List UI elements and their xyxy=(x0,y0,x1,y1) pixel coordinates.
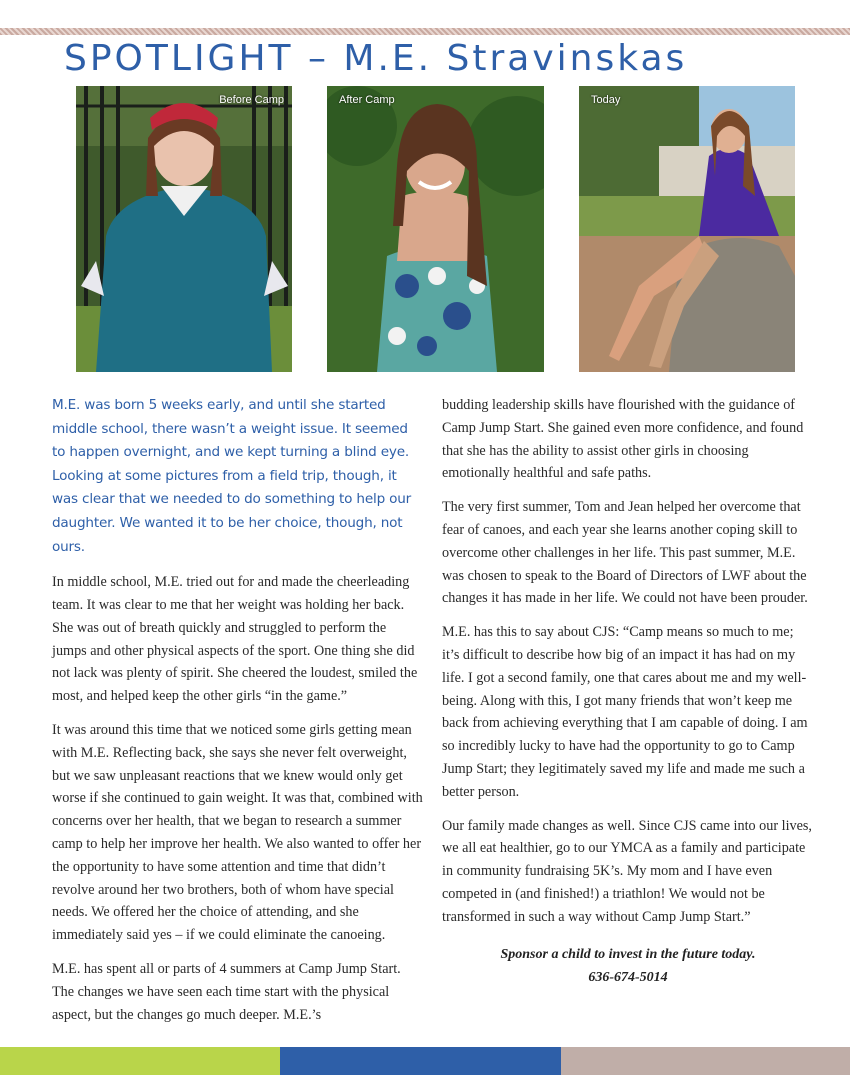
footer-bar-blue xyxy=(280,1047,561,1075)
body-paragraph: budding leadership skills have flourished with the guidance of Camp Jump Start. She gained even more confidence, and found that she has the ability to assist other girls in choosing emotionally healthful and safe paths. xyxy=(442,397,804,482)
article-column-left xyxy=(52,394,424,1037)
body-paragraph: The very first summer, Tom and Jean helped her overcome that fear of canoes, and each year she learns another coping skill to overcome other challenges in her life. This past summer, M.E. was chosen to speak to the Board of Directors of LWF about the changes it has made in her life. We could not have been prouder. xyxy=(442,499,808,607)
photo-today xyxy=(579,86,795,372)
article-column-right xyxy=(442,394,814,989)
body-paragraph: Our family made changes as well. Since CJS came into our lives, we all eat healthier, go to our YMCA as a family and participate in community fundraising 5K’s. My mom and I have even competed in (and finished!) a triathlon! We would not be transformed in such a way without Camp Jump Start.” xyxy=(442,817,812,925)
photo-label-after: After Camp xyxy=(339,94,395,106)
top-decorative-stripe xyxy=(0,28,850,35)
body-paragraph: M.E. has spent all or parts of 4 summers at Camp Jump Start. The changes we have seen each time start with the physical aspect, but the changes go much deeper. M.E.’s xyxy=(52,960,401,1023)
sponsor-callout xyxy=(442,943,814,989)
photo-label-today: Today xyxy=(591,94,621,106)
photo-before-camp xyxy=(76,86,292,372)
body-paragraph: In middle school, M.E. tried out for and made the cheerleading team. It was clear to me that her weight was holding her back. She was out of breath quickly and struggled to perform the jumps and other physical aspects of the sport. One thing she did not lack was plenty of spirit. She cheered the loudest, smiled the most, and helped keep the other girls “in the game.” xyxy=(52,574,418,705)
sponsor-line: Sponsor a child to invest in the future today. xyxy=(500,946,756,962)
page-title: SPOTLIGHT – M.E. Stravinskas xyxy=(64,38,688,79)
body-paragraph: M.E. has this to say about CJS: “Camp means so much to me; it’s difficult to describe how big of an impact it has had on my life. I got a second family, one that cares about me and my well-being. Along with this, I got many friends that won’t keep me back from achieving everything that I am capable of doing. I am so incredibly lucky to have had the opportunity to go to Camp Jump Start; they legitimately saved my life and made me such a better person. xyxy=(442,624,808,800)
footer-bar-green xyxy=(0,1047,280,1075)
body-paragraph: It was around this time that we noticed some girls getting mean with M.E. Reflecting back, she says she never felt overweight, but we saw unpleasant reactions that we knew would only get worse if she continued to gain weight. It was that, combined with concerns over her health, that we began to research a summer camp to help her improve her health. We also wanted to offer her the opportunity to have some attention and time that didn’t revolve around her two brothers, both of whom have special needs. We offered her the choice of attending, and she immediately said yes – if we could eliminate the canoeing. xyxy=(52,721,423,944)
sponsor-phone: 636-674-5014 xyxy=(588,969,668,985)
photo-after-camp xyxy=(327,86,544,372)
intro-paragraph: M.E. was born 5 weeks early, and until she started middle school, there wasn’t a weight issue. It seemed to happen overnight, and we kept turning a blind eye. Looking at some pictures from a field trip, though, it was clear that we needed to do something to help our daughter. We wanted it to be her choice, though, not ours. xyxy=(52,397,412,555)
photo-label-before: Before Camp xyxy=(219,94,284,106)
footer-bar-tan xyxy=(561,1047,850,1075)
